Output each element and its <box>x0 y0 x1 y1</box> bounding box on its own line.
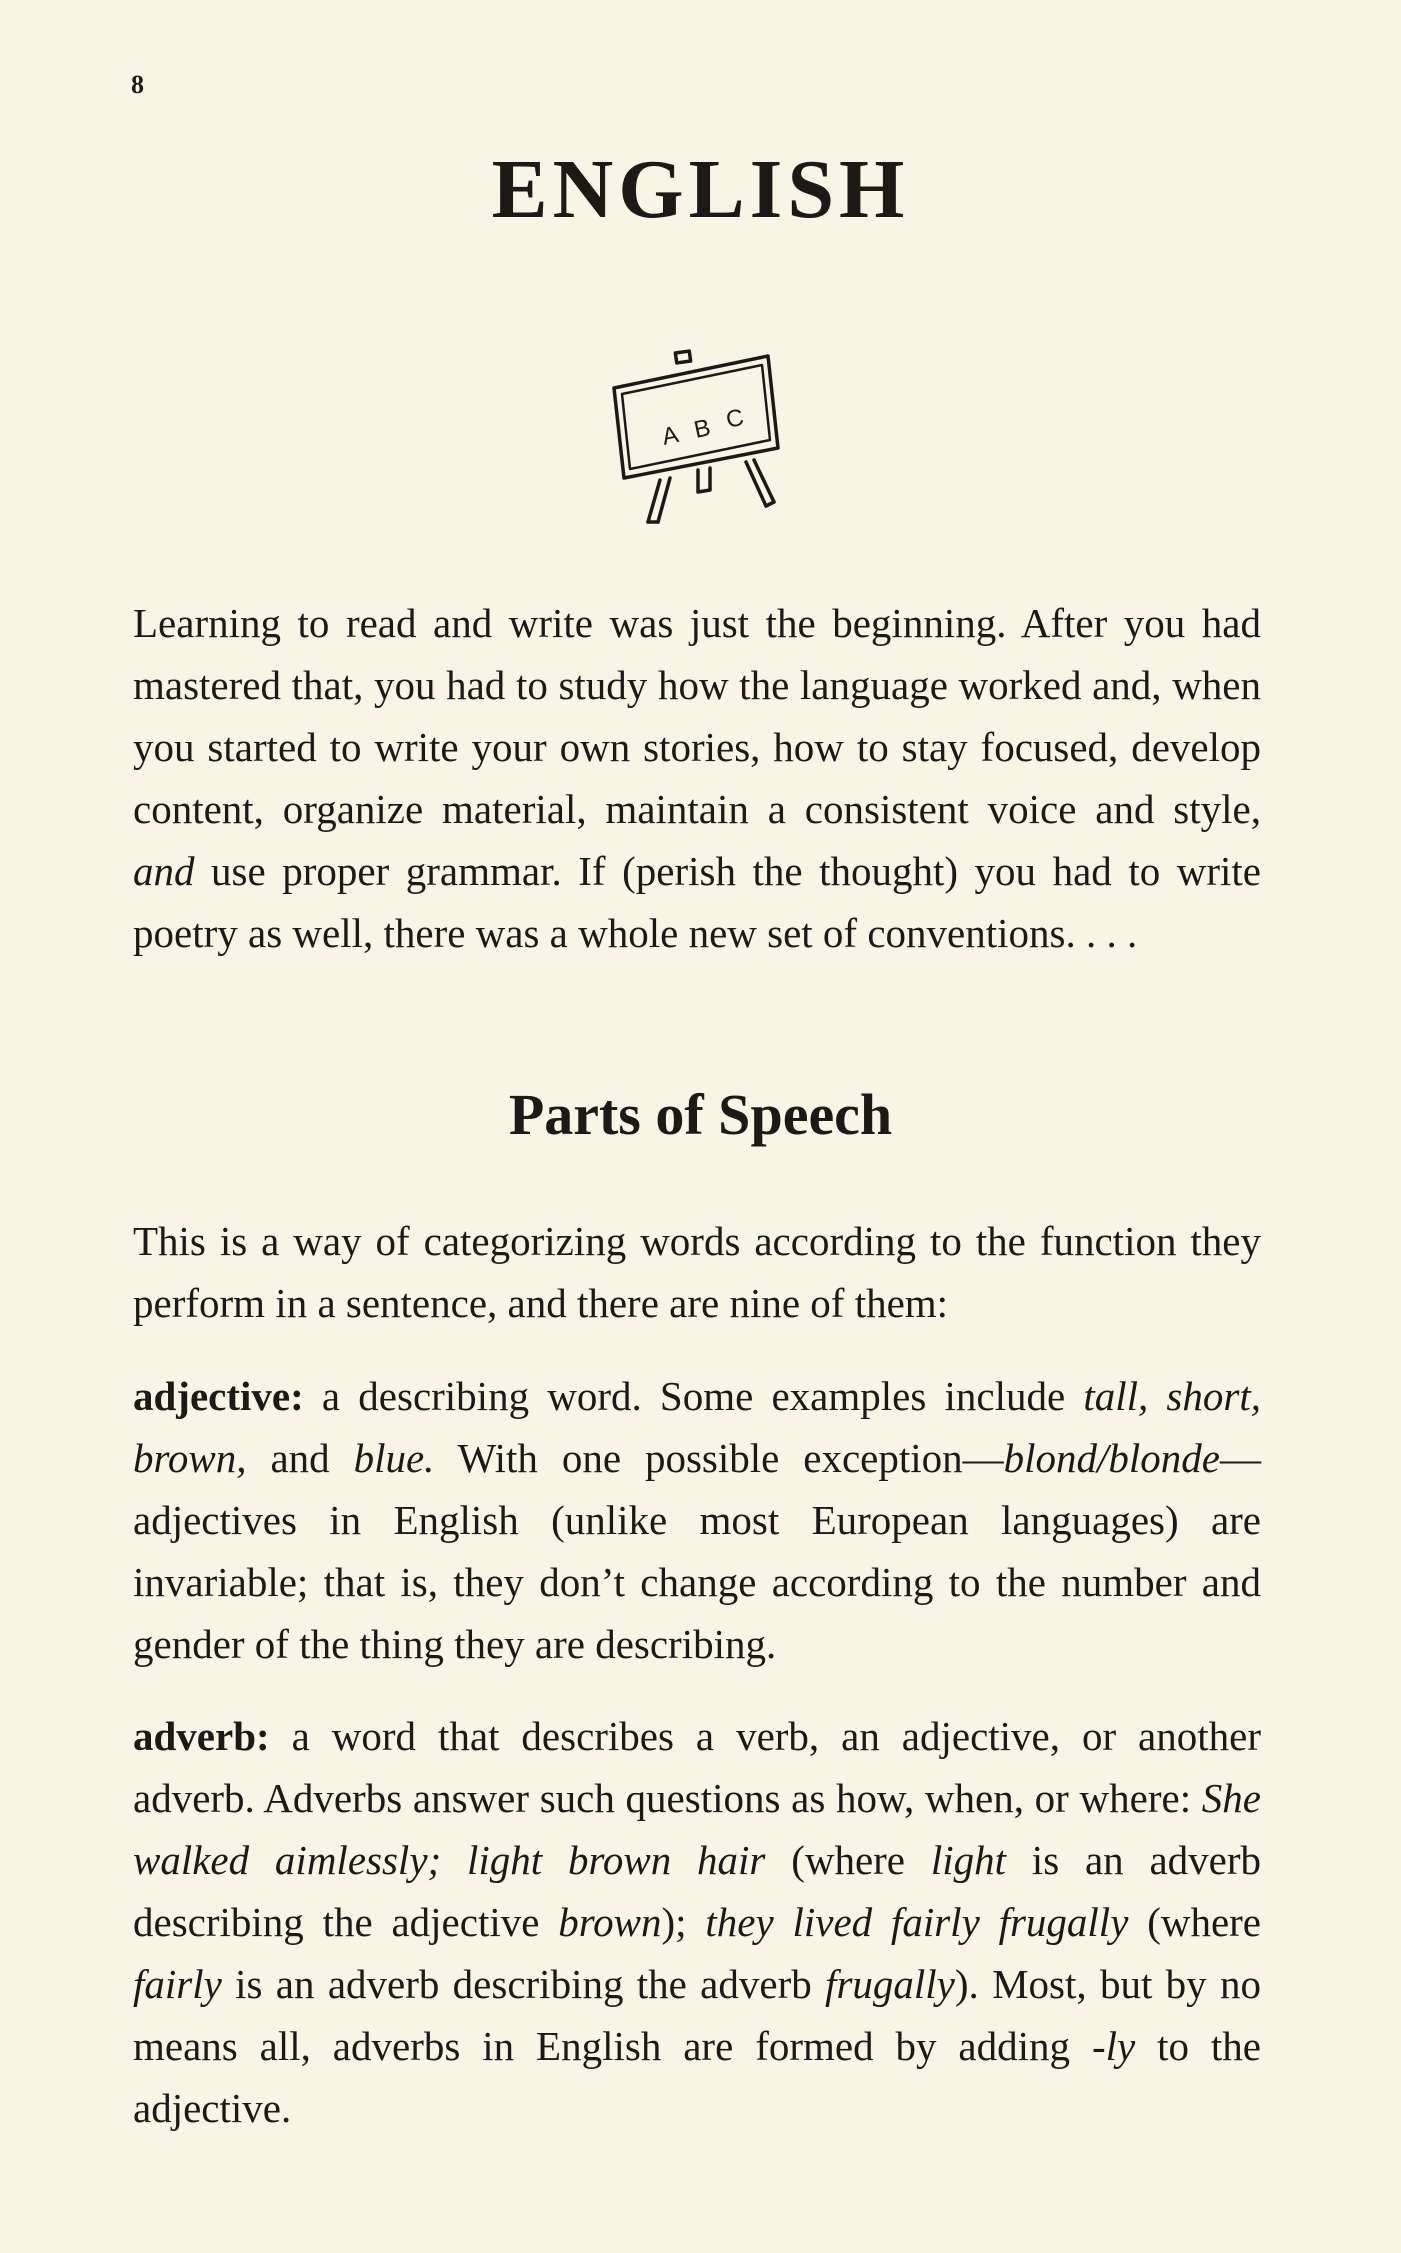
section-heading: Parts of Speech <box>508 1082 893 1147</box>
term-label: adjective: <box>133 1373 304 1419</box>
board-letter-c: C <box>723 403 747 434</box>
page-number: 8 <box>131 70 144 99</box>
adjective-entry: adjective: a describing word. Some examples include tall, short, brown, and blue. With one possible exception—blond/blonde—adjectives in English (unlike most European languages) are invariable; that is, they don’t change according to the number and gender of the thing they are describing. <box>133 1373 1261 1667</box>
intro-paragraph: Learning to read and write was just the beginning. After you had mastered that, you had to study how the language worked and, when you started to write your own stories, how to stay focused, develop content, organize material, maintain a consistent voice and style, and use proper grammar. If (perish the thought) you had to write poetry as well, there was a whole new set of conventions. . . . <box>133 600 1261 956</box>
chapter-title: ENGLISH <box>491 143 910 236</box>
board-letter-b: B <box>691 414 713 444</box>
adverb-entry: adverb: a word that describes a verb, an adjective, or another adverb. Adverbs answer such questions as how, when, or where: She walked aimlessly; light brown hair (where light is an adverb describing the adjective brown); they lived fairly frugally (where fairly is an adverb describing the adverb frugally). Most, but by no means all, adverbs in English are formed by adding -ly to the adjective. <box>133 1713 1262 2131</box>
chalkboard-easel-icon <box>598 342 798 526</box>
board-letter-a: A <box>659 421 681 451</box>
definition-paragraph: This is a way of categorizing words according to the function they perform in a sentence, and there are nine of them: <box>133 1218 1261 1326</box>
term-label: adverb: <box>133 1713 270 1759</box>
